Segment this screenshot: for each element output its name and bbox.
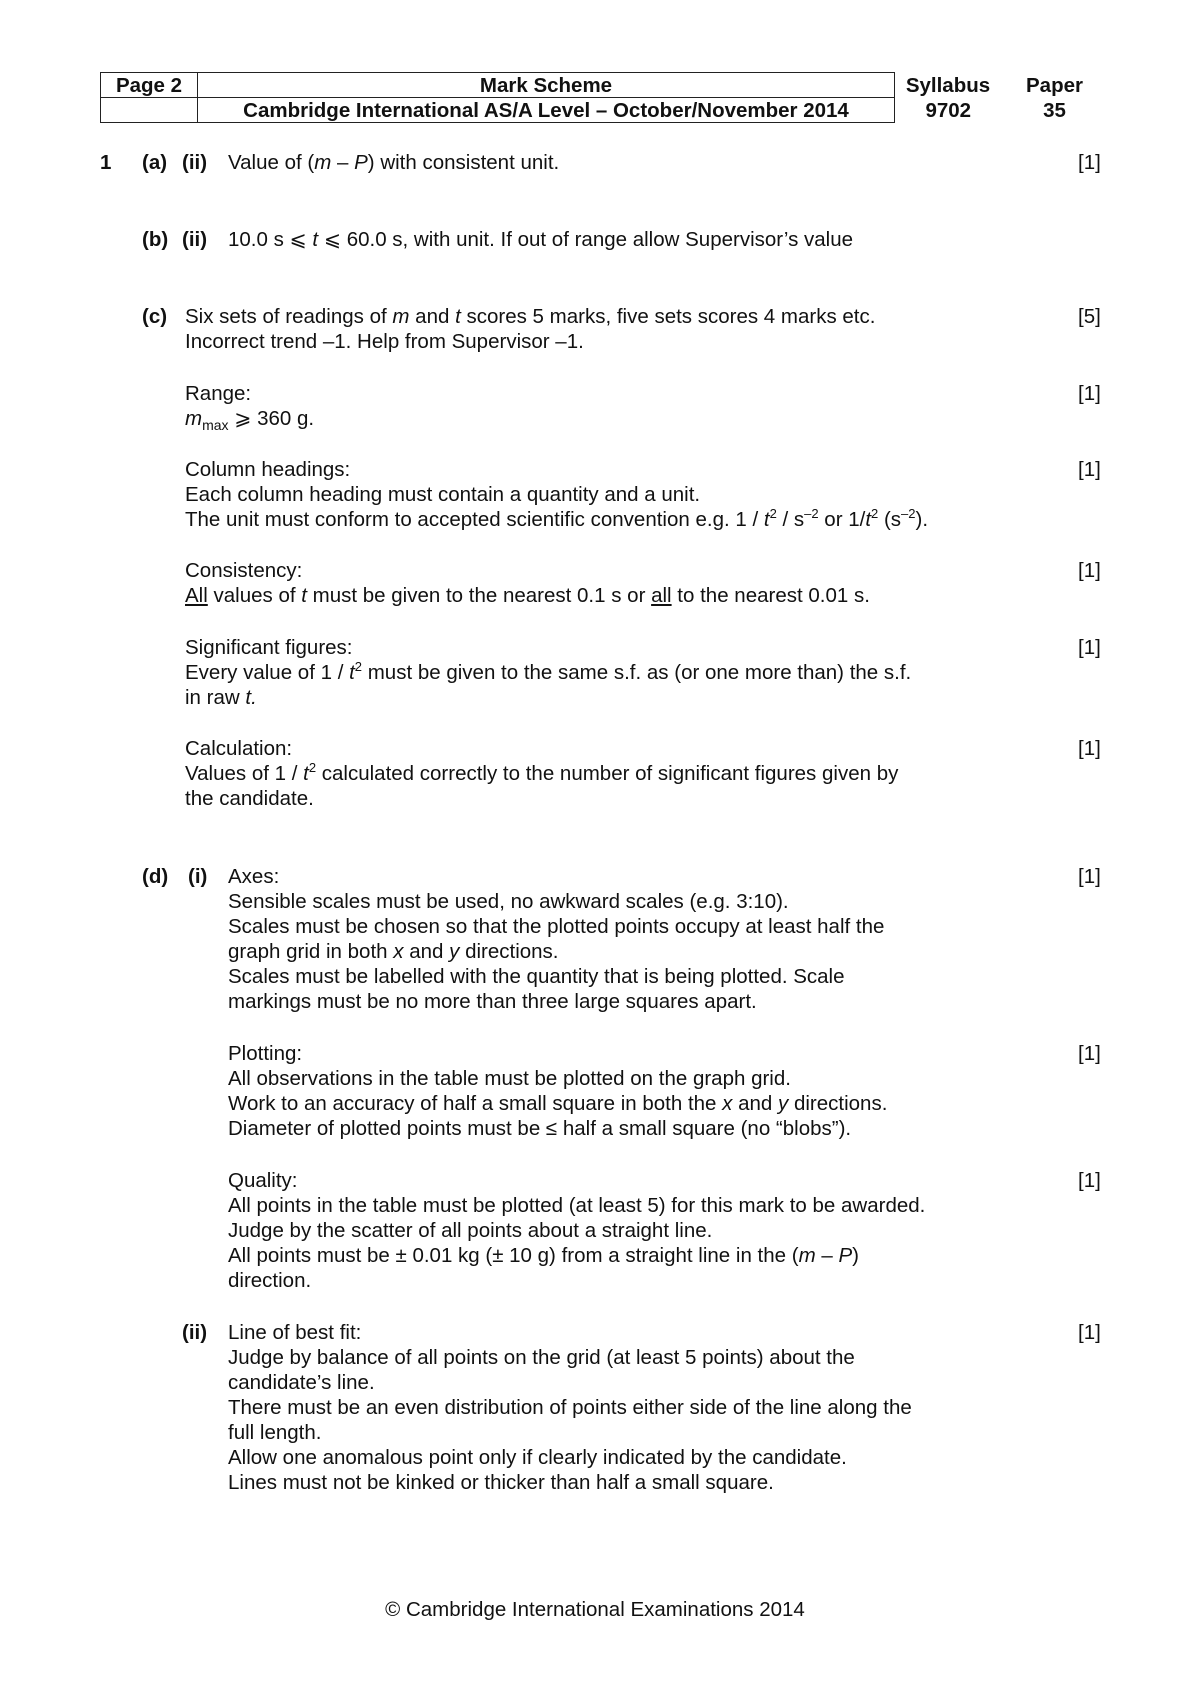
axes-line-1: Sensible scales must be used, no awkward scales (e.g. 3:10). xyxy=(228,890,789,913)
part-d-sub-label-ii: (ii) xyxy=(182,1321,208,1344)
part-b-label: (b) xyxy=(142,228,169,251)
part-b-sub-label: (ii) xyxy=(182,228,208,251)
column-headings-title: Column headings: xyxy=(185,458,351,481)
mark-scheme-title: Mark Scheme xyxy=(198,73,895,98)
part-a-mark: [1] xyxy=(1078,151,1101,174)
range-title: Range: xyxy=(185,382,252,405)
part-a-label: (a) xyxy=(142,151,168,174)
quality-line-3: All points must be ± 0.01 kg (± 10 g) from a straight line in the (m – P) xyxy=(228,1244,859,1267)
range-mark: [1] xyxy=(1078,382,1101,405)
question-number: 1 xyxy=(100,151,112,174)
paper-value: 35 xyxy=(1043,98,1066,122)
plotting-line-2: Work to an accuracy of half a small square in both the x and y directions. xyxy=(228,1092,888,1115)
header-empty-cell xyxy=(101,98,198,123)
significant-figures-line-1: Every value of $1 / t^2$ must be given to the same s.f. as (or one more than) the s.f. xyxy=(185,659,912,684)
consistency-title: Consistency: xyxy=(185,559,303,582)
axes-title: Axes: xyxy=(228,865,280,888)
quality-title: Quality: xyxy=(228,1169,298,1192)
axes-line-5: markings must be no more than three large squares apart. xyxy=(228,990,757,1013)
header-table xyxy=(100,72,1108,123)
consistency-text: All values of t must be given to the nearest 0.1 s or all to the nearest 0.01 s. xyxy=(185,584,870,607)
copyright-footer: © Cambridge International Examinations 2014 xyxy=(385,1598,805,1621)
part-c-line-2: Incorrect trend –1. Help from Supervisor –1. xyxy=(185,330,584,353)
quality-line-2: Judge by the scatter of all points about a straight line. xyxy=(228,1219,713,1242)
plotting-mark: [1] xyxy=(1078,1042,1101,1065)
axes-line-4: Scales must be labelled with the quantity that is being plotted. Scale xyxy=(228,965,845,988)
line-of-best-fit-line-1: Judge by balance of all points on the grid (at least 5 points) about the xyxy=(228,1346,855,1369)
consistency-mark: [1] xyxy=(1078,559,1101,582)
line-of-best-fit-line-6: Lines must not be kinked or thicker than half a small square. xyxy=(228,1471,774,1494)
part-c-label: (c) xyxy=(142,305,168,328)
part-b-text: 10.0 s ⩽ t ⩽ 60.0 s, with unit. If out of range allow Supervisor’s value xyxy=(228,228,854,251)
line-of-best-fit-line-4: full length. xyxy=(228,1421,322,1444)
line-of-best-fit-title: Line of best fit: xyxy=(228,1321,362,1344)
part-a-text: Value of (m – P) with consistent unit. xyxy=(228,151,560,174)
column-headings-line-1: Each column heading must contain a quantity and a unit. xyxy=(185,483,701,506)
exam-subtitle: Cambridge International AS/A Level – October/November 2014 xyxy=(198,98,895,123)
part-d-sub-label-i: (i) xyxy=(188,865,208,888)
syllabus-value: 9702 xyxy=(925,98,972,122)
calculation-line-2: the candidate. xyxy=(185,787,314,810)
plotting-line-3: Diameter of plotted points must be ≤ half a small square (no “blobs”). xyxy=(228,1117,852,1140)
significant-figures-title: Significant figures: xyxy=(185,636,353,659)
quality-mark: [1] xyxy=(1078,1169,1101,1192)
line-of-best-fit-mark: [1] xyxy=(1078,1321,1101,1344)
part-c-mark: [5] xyxy=(1078,305,1101,328)
part-c-line-1: Six sets of readings of m and t scores 5 marks, five sets scores 4 marks etc. xyxy=(185,305,876,328)
part-d-label: (d) xyxy=(142,865,169,888)
axes-line-3: graph grid in both x and y directions. xyxy=(228,940,559,963)
column-headings-line-2: The unit must conform to accepted scientific convention e.g. $1 / t^2 / s^{-2}$ or $1/t^2$ $(s^{-2})$. xyxy=(185,506,929,531)
range-text: $m_{max}$ ⩾ 360 g. xyxy=(185,407,315,433)
line-of-best-fit-line-5: Allow one anomalous point only if clearly indicated by the candidate. xyxy=(228,1446,847,1469)
paper-label: Paper xyxy=(1026,73,1083,97)
quality-line-1: All points in the table must be plotted (at least 5) for this mark to be awarded. xyxy=(228,1194,926,1217)
calculation-line-1: Values of $1 / t^2$ calculated correctly to the number of significant figures given by xyxy=(185,760,899,785)
column-headings-mark: [1] xyxy=(1078,458,1101,481)
calculation-mark: [1] xyxy=(1078,737,1101,760)
axes-mark: [1] xyxy=(1078,865,1101,888)
axes-line-2: Scales must be chosen so that the plotted points occupy at least half the xyxy=(228,915,885,938)
plotting-line-1: All observations in the table must be plotted on the graph grid. xyxy=(228,1067,791,1090)
page-number: Page 2 xyxy=(101,73,198,98)
plotting-title: Plotting: xyxy=(228,1042,303,1065)
quality-line-4: direction. xyxy=(228,1269,312,1292)
calculation-title: Calculation: xyxy=(185,737,293,760)
line-of-best-fit-line-3: There must be an even distribution of points either side of the line along the xyxy=(228,1396,912,1419)
line-of-best-fit-line-2: candidate’s line. xyxy=(228,1371,375,1394)
significant-figures-mark: [1] xyxy=(1078,636,1101,659)
syllabus-label: Syllabus xyxy=(905,73,991,97)
significant-figures-line-2: in raw t. xyxy=(185,686,257,709)
part-a-sub-label: (ii) xyxy=(182,151,208,174)
